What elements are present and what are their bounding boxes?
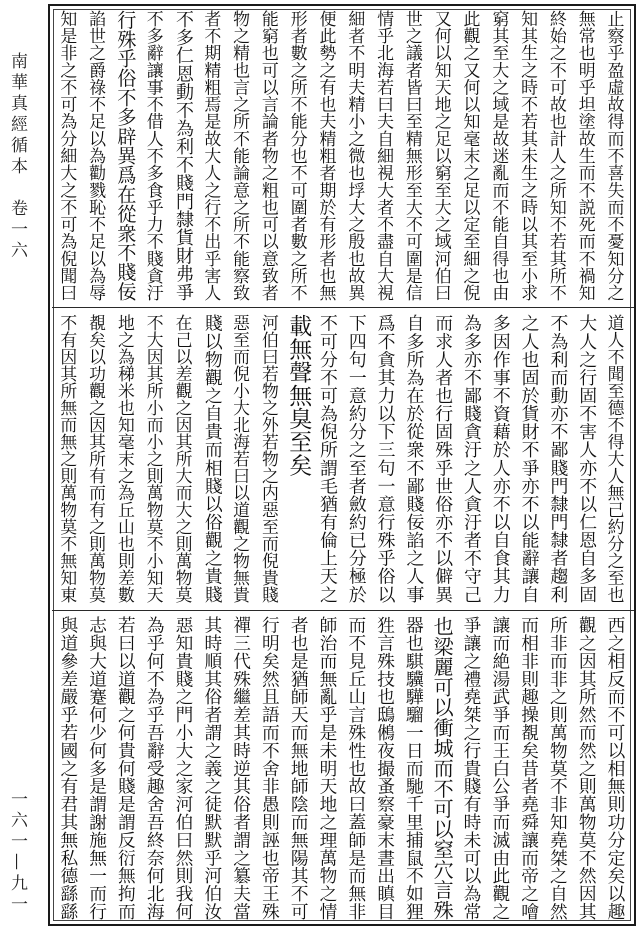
text-column: 之人也固於貨財不爭亦不以能辭讓自 bbox=[518, 314, 540, 604]
text-column: 與道參差嚴乎若國之有君其無私德繇繇 bbox=[57, 616, 78, 921]
text-column: 此觀之又何以知毫末之足以定至細之倪 bbox=[460, 10, 481, 302]
text-column: 不多仁恩動不為利不賤門隸貨財弗爭 bbox=[172, 10, 194, 302]
text-column: 西之相反而不可以相無則功分定矣以趣 bbox=[604, 616, 625, 921]
text-column: 覩矣以功觀之因其所有而有之則萬物莫 bbox=[86, 314, 107, 604]
text-column: 又何以知天地之足以窮至大之域河伯曰 bbox=[432, 10, 453, 302]
text-column: 而求人者也行固殊乎世俗亦不以僻異 bbox=[432, 314, 454, 604]
text-column: 河伯曰若物之外若物之内惡至而倪貴賤 bbox=[259, 314, 280, 604]
text-column: 者不期精粗焉是故大人之行不出乎害人 bbox=[201, 10, 222, 302]
text-column: 者也是猶師天而無地師陰而無陽其不可 bbox=[288, 616, 309, 921]
text-column: 多因作事不資藉於人亦不以自食其力 bbox=[489, 314, 511, 604]
register-divider bbox=[52, 610, 634, 611]
text-column: 賤以物觀之自貴而相賤以俗觀之貴賤 bbox=[201, 314, 223, 604]
text-column: 自多所為在於從衆不鄙賤佞諂之人事 bbox=[403, 314, 425, 604]
text-column: 形者數之所不能分也不可圍者數之所不 bbox=[288, 10, 309, 302]
text-column: 狌言殊技也鴟鵂夜撮蚤察豪末晝出瞋目 bbox=[374, 616, 395, 921]
text-column: 窮其至大之域是故迷亂而不能自得也由 bbox=[489, 10, 510, 302]
text-column: 行殊乎俗不多辟異爲在從衆不賤佞 bbox=[114, 10, 138, 301]
text-column: 下四句一意約分之至者斂約已分極於 bbox=[345, 314, 367, 604]
margin-page-number: 一六一—九一 bbox=[7, 790, 27, 916]
text-column: 志與大道蹇何少何多是謂謝施無一而行 bbox=[86, 616, 107, 921]
register-divider bbox=[52, 307, 634, 308]
text-register-middle bbox=[54, 314, 632, 604]
text-column: 惡知貴賤之門小大之家河伯曰然則我何 bbox=[172, 616, 193, 921]
text-column: 為乎何不為乎吾辭受趣舍吾終奈何北海 bbox=[144, 616, 165, 921]
text-column: 不有因其所無而無之則萬物莫不無知東 bbox=[57, 314, 78, 604]
text-column: 為多亦不鄙賤貪汙之人貪汙者不守己 bbox=[460, 314, 482, 604]
margin-title: 南華真經循本 卷一六 bbox=[7, 52, 27, 262]
text-column: 不多辭讓事不借人不多食乎力不賤貪汙 bbox=[144, 10, 165, 302]
text-column: 載無聲無臭至矣 bbox=[285, 314, 312, 477]
text-column: 師治而無亂乎是未明天地之理萬物之情 bbox=[316, 616, 337, 921]
text-column: 而相非則趣操覩矣昔者堯舜讓而帝之噲 bbox=[518, 616, 539, 921]
text-column: 不為利而動亦不鄙賤門隸門隸者趨利 bbox=[547, 314, 569, 604]
text-column: 物之精也言之所不能論意之所不能察致 bbox=[230, 10, 251, 302]
text-column: 知其生之時不若其未生之時以其至小求 bbox=[518, 10, 539, 302]
text-column: 知是非之不可為分細大之不可為倪聞曰 bbox=[57, 10, 78, 302]
text-column: 地之為稊米也知毫末之為丘山也則差數 bbox=[115, 314, 136, 604]
text-column: 器也騏驥驊騮一日而馳千里捕鼠不如狸 bbox=[403, 616, 424, 921]
text-column: 道人不聞至德不得大人無己約分之至也 bbox=[604, 314, 625, 604]
text-column: 便此勢之有也夫精粗者期於有形者也無 bbox=[316, 10, 337, 302]
text-column: 若曰以道觀之何貴何賤是謂反衍無拘而 bbox=[115, 616, 136, 921]
text-column: 大人之行固不害人亦不以仁恩自多固 bbox=[576, 314, 598, 604]
text-column: 終始之不可故也計人之所知不若其所不 bbox=[547, 10, 568, 302]
text-column: 觀之因其所然而然之則萬物莫不然因其 bbox=[576, 616, 597, 921]
text-column: 行明矣然且語而不舍非愚則誣也帝王殊 bbox=[259, 616, 280, 921]
text-column: 所非而非之則萬物莫不非知堯桀之自然 bbox=[547, 616, 568, 921]
text-column: 世之議者皆曰至精無形至大不可圍是信 bbox=[403, 10, 424, 302]
text-column: 也梁麗可以衝城而不可以窒穴言殊 bbox=[430, 616, 455, 921]
text-register-bottom bbox=[54, 616, 632, 921]
text-column: 而不見丘山言殊性也故曰蓋師是而無非 bbox=[345, 616, 366, 921]
text-column: 細者不明夫精小之微也垺大之殷也故異 bbox=[345, 10, 366, 302]
text-column: 爭讓之禮堯桀之行貴賤有時未可以為常 bbox=[460, 616, 481, 921]
text-column: 不可分不可為倪所謂毛猶有倫上天之 bbox=[316, 314, 338, 604]
text-column: 能窮也可以言論者物之粗也可以意致者 bbox=[259, 10, 280, 302]
text-column: 爲不貪其力以下三句一意行殊乎俗以 bbox=[374, 314, 396, 604]
text-column: 在己以差觀之因其所大而大之則萬物莫 bbox=[172, 314, 193, 604]
text-column: 情乎北海若曰夫自細視大者不盡自大視 bbox=[374, 10, 395, 302]
text-column: 禪三代殊繼差其時逆其俗者謂之簒夫當 bbox=[230, 616, 251, 921]
text-column: 讓而絶湯武爭而王白公爭而滅由此觀之 bbox=[489, 616, 510, 921]
text-column: 止察乎盈虛故得而不喜失而不憂知分之 bbox=[604, 10, 625, 302]
text-column: 惡至而倪小大北海若曰以道觀之物無貴 bbox=[230, 314, 251, 604]
text-column: 無常也明乎坦塗故生而不説死而不禍知 bbox=[576, 10, 597, 302]
text-register-top bbox=[54, 10, 632, 302]
page-margin bbox=[4, 0, 30, 931]
text-column: 諂世之爵祿不足以為勸戮恥不足以為辱 bbox=[86, 10, 107, 302]
text-column: 其時順其俗者謂之義之徒默默乎河伯汝 bbox=[201, 616, 222, 921]
text-column: 不大因其所小而小之則萬物莫不小知天 bbox=[144, 314, 165, 604]
